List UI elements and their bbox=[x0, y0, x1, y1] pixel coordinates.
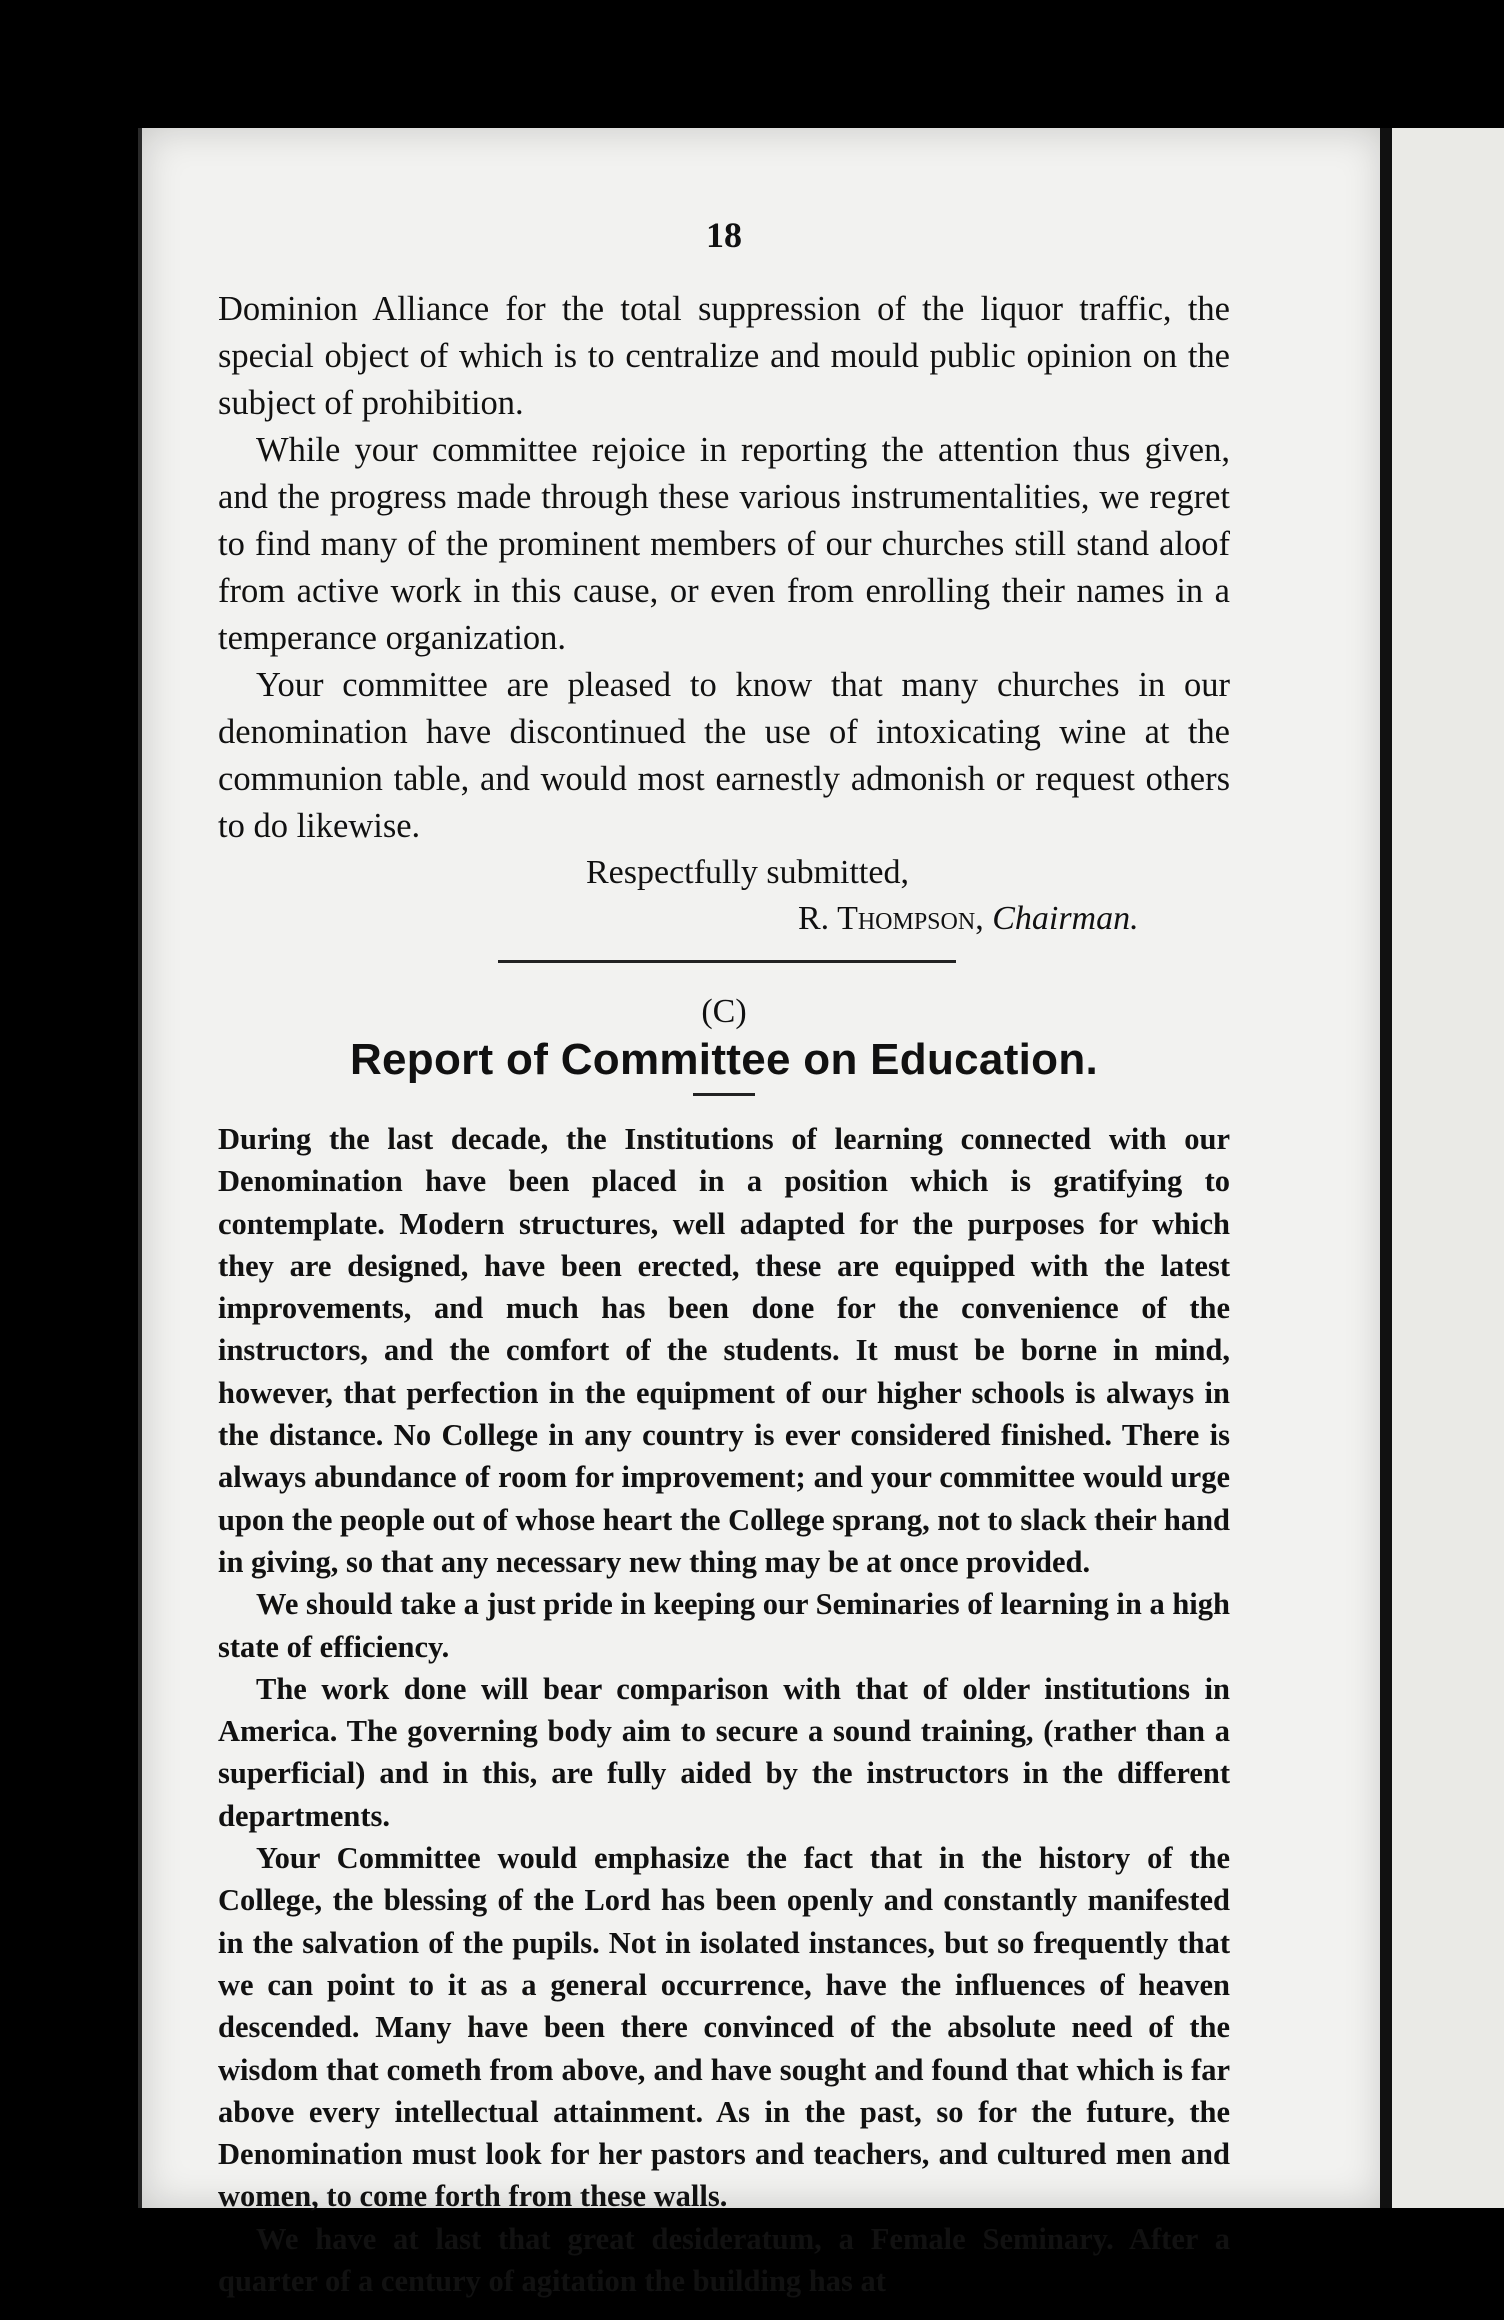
page-content bbox=[218, 200, 1230, 2302]
signature-line bbox=[218, 896, 1230, 942]
paragraph: We have at last that great desideratum, a Female Seminary. After a quarter of a century of agitation the building has at bbox=[218, 2221, 1230, 2299]
page-number: 18 bbox=[706, 215, 742, 255]
page-edge bbox=[1380, 128, 1392, 2208]
title-underline bbox=[693, 1093, 755, 1096]
section-title: Report of Committee on Education. bbox=[349, 1035, 1099, 1084]
education-report-body bbox=[218, 1118, 1230, 2302]
closing-line: Respectfully submitted, bbox=[586, 854, 909, 891]
section-divider bbox=[498, 960, 956, 963]
facing-page-margin bbox=[1392, 128, 1504, 2208]
signer-title: Chairman. bbox=[992, 900, 1139, 937]
signer-name: R. Thompson, bbox=[798, 900, 984, 937]
paragraph: Dominion Alliance for the total suppression of the liquor traffic, the special object of which is to centralize and mould public opinion on the subject of prohibition. bbox=[218, 290, 1230, 422]
paragraph: Your Committee would emphasize the fact that in the history of the College, the blessing of the Lord has been openly and constantly manifested in the salvation of the pupils. Not in isolated instances, but so frequently that we can point to it as a general occurrence, have the influences of heaven descended. Many have been there convinced of the absolute need of the wisdom that cometh from above, and have sought and found that which is far above every intellectual attainment. As in the past, so for the future, the Denomination must look for her pastors and teachers, and cultured men and women, to come forth from these walls. bbox=[218, 1841, 1230, 2214]
paragraph: We should take a just pride in keeping our Seminaries of learning in a high state of efficiency. bbox=[218, 1587, 1230, 1664]
paragraph: During the last decade, the Institutions of learning connected with our Denomination have been placed in a position which is gratifying to contemplate. Modern structures, well adapted for the purposes for which they are designed, have been erected, these are equipped with the latest improvements, and much has been done for the convenience of the instructors, and the comfort of the students. It must be borne in mind, however, that perfection in the equipment of our higher schools is always in the distance. No College in any country is ever considered finished. There is always abundance of room for improvement; and your committee would urge upon the people out of whose heart the College sprang, not to slack their hand in giving, so that any necessary new thing may be at once provided. bbox=[218, 1122, 1230, 1579]
section-label: (C) bbox=[701, 993, 747, 1030]
paragraph: The work done will bear comparison with that of older institutions in America. The governing body aim to secure a sound training, (rather than a superficial) and in this, are fully aided by the instructors in the different departments. bbox=[218, 1671, 1230, 1833]
paragraph: While your committee rejoice in reporting the attention thus given, and the progress made through these various instrumentalities, we regret to find many of the prominent members of our churches still stand aloof from active work in this cause, or even from enrolling their names in a temperance organization. bbox=[218, 431, 1230, 657]
paragraph: Your committee are pleased to know that many churches in our denomination have discontinued the use of intoxicating wine at the communion table, and would most earnestly admonish or request others to do likewise. bbox=[218, 666, 1230, 845]
temperance-report-ending bbox=[218, 286, 1230, 850]
